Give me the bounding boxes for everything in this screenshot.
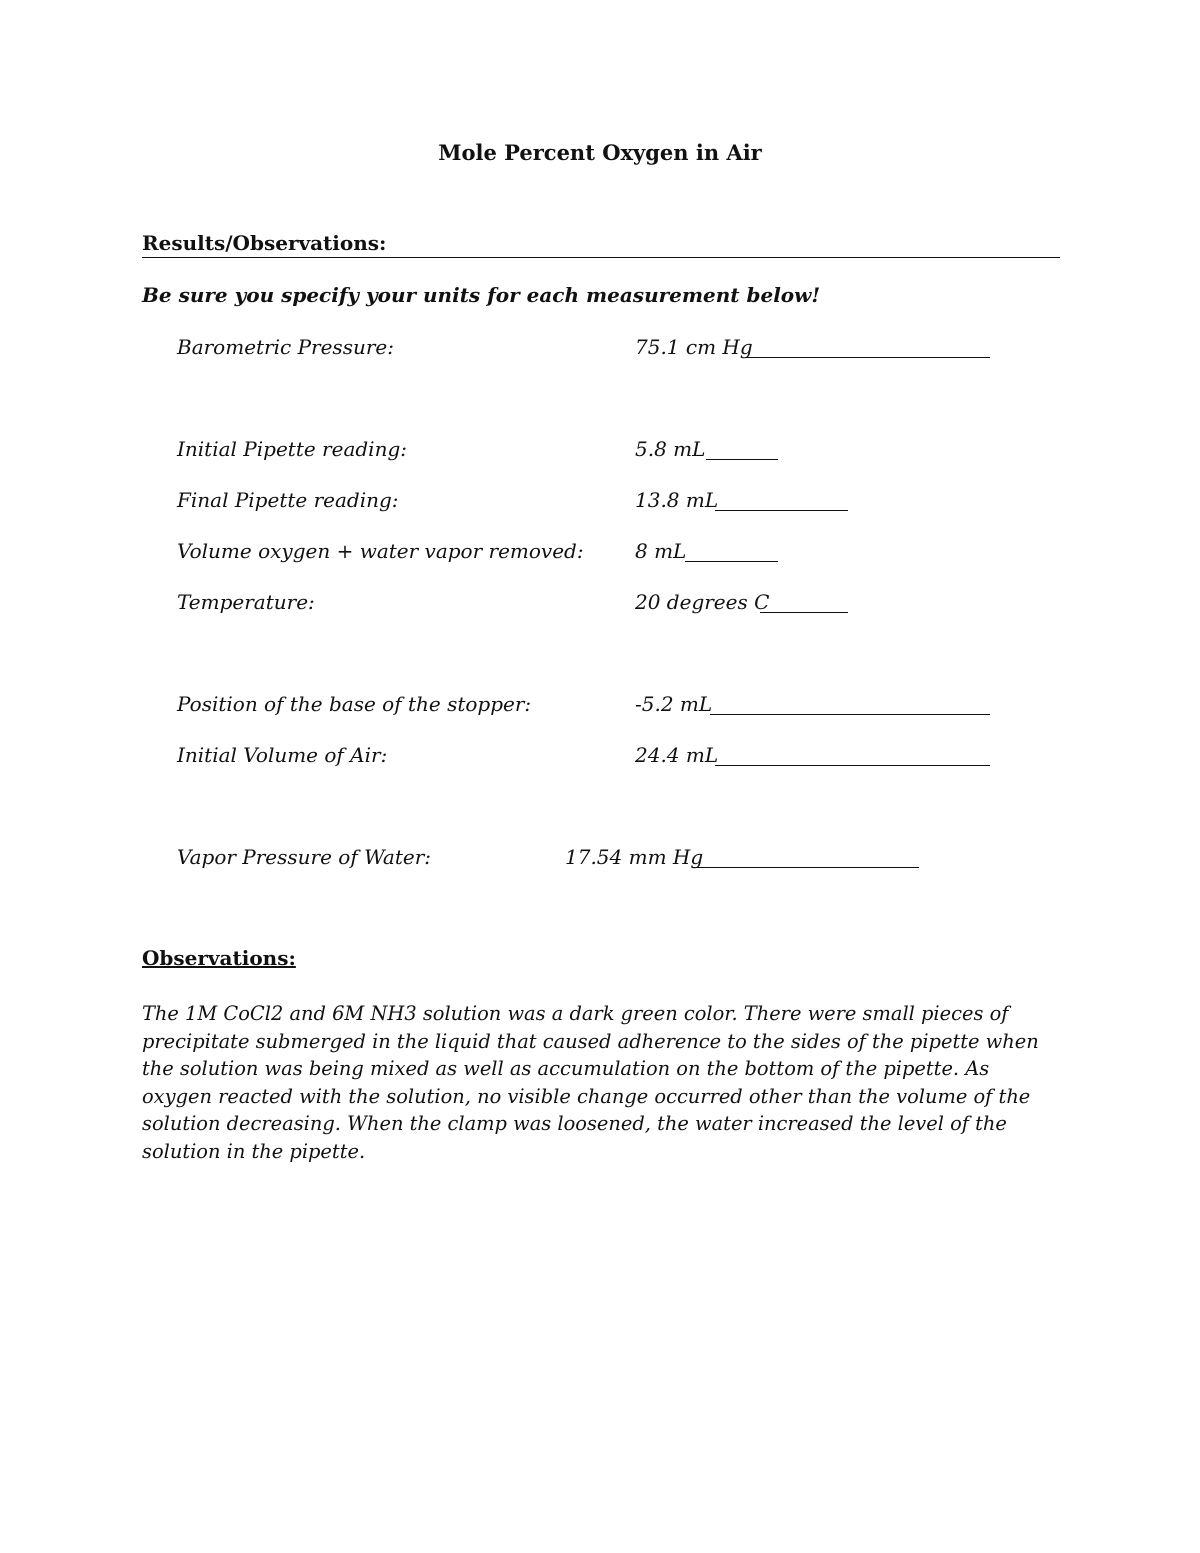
- results-heading: [142, 231, 1060, 258]
- measurement-value: -5.2 mL: [635, 692, 713, 716]
- measurement-value: 17.54 mm Hg: [565, 845, 704, 869]
- measurement-value: 20 degrees C: [635, 590, 770, 614]
- measurement-value: 13.8 mL: [635, 488, 719, 512]
- answer-line: [760, 612, 848, 613]
- measurement-label: Final Pipette reading:: [177, 488, 399, 512]
- results-heading-text: Results/Observations:: [142, 231, 387, 255]
- answer-line: [710, 714, 990, 715]
- measurement-label: Vapor Pressure of Water:: [177, 845, 432, 869]
- measurement-value: 5.8 mL: [635, 437, 706, 461]
- observations-heading: Observations:: [142, 946, 296, 970]
- measurement-value: 24.4 mL: [635, 743, 719, 767]
- answer-line: [715, 510, 848, 511]
- answer-line: [745, 357, 990, 358]
- measurement-value: 8 mL: [635, 539, 687, 563]
- answer-line: [706, 459, 778, 460]
- measurement-label: Volume oxygen + water vapor removed:: [177, 539, 584, 563]
- units-instruction: Be sure you specify your units for each measurement below!: [142, 283, 821, 307]
- answer-line: [693, 867, 919, 868]
- observations-paragraph: The 1M CoCl2 and 6M NH3 solution was a dark green color. There were small pieces of precipitate submerged in the liquid that caused adherence to the sides of the pipette when the solution was being mixed as well as accumulation on the bottom of the pipette. As oxygen reacted with the solution, no visible change occurred other than the volume of the solution decreasing. When the clamp was loosened, the water increased the level of the solution in the pipette.: [142, 1002, 1039, 1163]
- answer-line: [685, 561, 778, 562]
- measurement-label: Barometric Pressure:: [177, 335, 394, 359]
- measurement-label: Temperature:: [177, 590, 315, 614]
- measurement-label: Position of the base of the stopper:: [177, 692, 532, 716]
- measurement-label: Initial Pipette reading:: [177, 437, 407, 461]
- measurement-label: Initial Volume of Air:: [177, 743, 388, 767]
- answer-line: [715, 765, 990, 766]
- measurement-value: 75.1 cm Hg: [635, 335, 753, 359]
- page-title: Mole Percent Oxygen in Air: [438, 140, 762, 165]
